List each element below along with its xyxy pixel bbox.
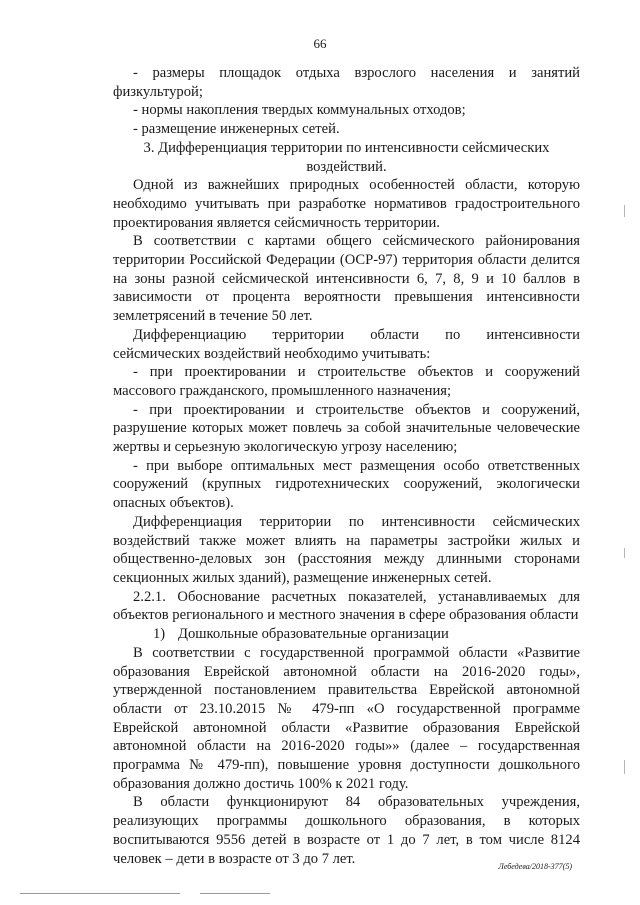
paragraph-osr97: В соответствии с картами общего сейсмического районирования территории Российской Федерации (ОСР-97) территория области делится на зоны разной сейсмической интенсивности 6, 7, 8, 9 и 10 баллов в зависимости от процента вероятности превышения интенсивности землетрясений в течение 50 лет. <box>113 233 580 325</box>
numbered-item-preschool <box>113 625 580 644</box>
list-item-engineering-networks: - размещение инженерных сетей. <box>133 121 340 138</box>
document-body <box>113 64 580 868</box>
list-item-critical-objects: - при проектировании и строительстве объектов и сооружений, разрушение которых может повлечь за собой значительные человеческие жертвы и серьезную экологическую угрозу населению; <box>113 401 580 456</box>
scan-edge-mark <box>624 548 625 558</box>
item-label: Дошкольные образовательные организации <box>178 626 449 643</box>
scan-artifact-line <box>20 893 180 894</box>
list-item-mass-construction: - при проектировании и строительстве объектов и сооружений массового гражданского, промышленного назначения; <box>113 364 580 399</box>
item-number: 1) <box>153 626 166 643</box>
scan-edge-mark <box>624 760 625 774</box>
paragraph-consider: Дифференциацию территории области по интенсивности сейсмических воздействий необходимо учитывать: <box>113 326 580 362</box>
scan-artifact-line <box>200 893 270 894</box>
paragraph-institutions: В области функционируют 84 образовательных учреждения, реализующих программы дошкольного образования, в которых воспитываются 9556 детей в возрасте от 1 до 7 лет, в том числе 8124 человек – дети в возрасте от 3 до 7 лет. <box>113 794 580 867</box>
paragraph-seismicity: Одной из важнейших природных особенностей области, которую необходимо учитывать при разработке нормативов градостроительного проектирования является сейсмичность территории. <box>113 177 580 231</box>
section-heading-seismic: 3. Дифференциация территории по интенсивности сейсмических воздействий. <box>143 139 550 175</box>
list-item-rest-areas: - размеры площадок отдыха взрослого населения и занятий физкультурой; <box>113 65 580 100</box>
paragraph-state-program: В соответствии с государственной программой области «Развитие образования Еврейской автономной области на 2016-2020 годы», утвержденной постановлением правительства Еврейской автономной области от 23.10.2015 № 479-пп «О государственной программе Еврейской автономной области «Развитие образования Еврейской автономной области на 2016-2020 годы»» (далее – государственная программа № 479-пп), повышение уровня доступности дошкольного образования должно достичь 100% к 2021 году. <box>113 644 580 792</box>
scan-edge-mark <box>624 205 625 217</box>
list-item-waste-norms: - нормы накопления твердых коммунальных отходов; <box>133 102 466 119</box>
subsection-heading-education: 2.2.1. Обоснование расчетных показателей, устанавливаемых для объектов регионального и местного значения в сфере образования области <box>113 588 580 624</box>
document-code: Лебедева/2018-377(5) <box>498 862 572 871</box>
list-item-site-selection: - при выборе оптимальных мест размещения особо ответственных сооружений (крупных гидротехнических сооружений, экологически опасных объектов). <box>113 457 580 512</box>
page-number: 66 <box>313 36 327 51</box>
paragraph-zoning-influence: Дифференциация территории по интенсивности сейсмических воздействий также может влиять на параметры застройки жилых и общественно-деловых зон (расстояния между длинными сторонами секционных жилых зданий), размещение инженерных сетей. <box>113 513 580 586</box>
